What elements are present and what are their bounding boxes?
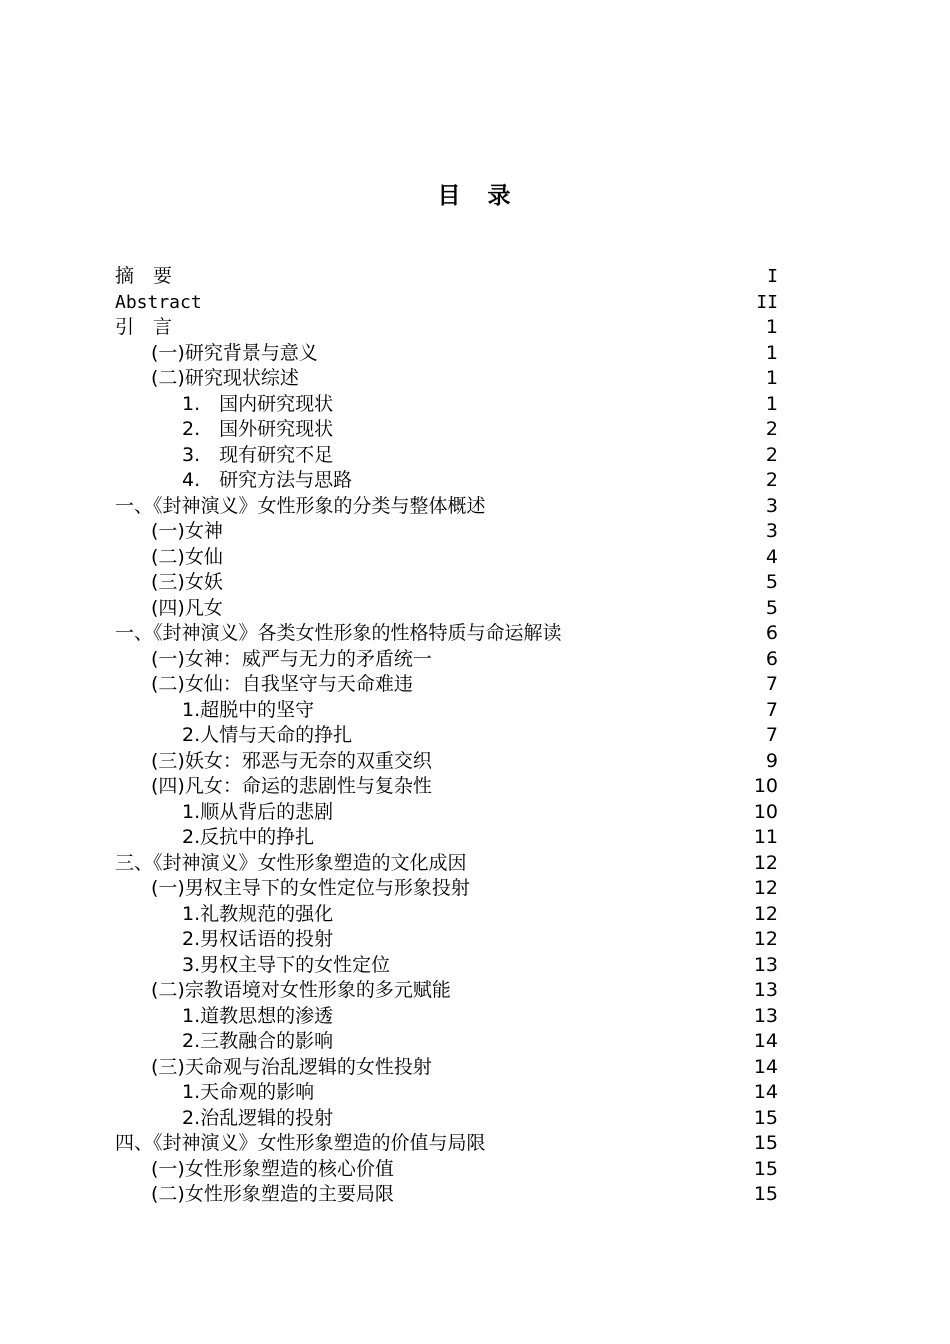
toc-entry[interactable] [115, 468, 778, 494]
toc-entry[interactable] [115, 825, 778, 851]
toc-entry-page-number: 2 [765, 443, 778, 466]
toc-entry-page-number: 5 [765, 596, 778, 619]
toc-entry-label: 3. 现有研究不足 [182, 443, 334, 466]
toc-entry-label: 2.男权话语的投射 [182, 928, 334, 950]
toc-entry[interactable] [115, 672, 778, 698]
toc-entry-page-number: 1 [765, 316, 778, 338]
toc-entry-page-number: 5 [765, 571, 778, 593]
toc-entry-label: (二)女仙：自我坚守与天命难违 [151, 673, 413, 695]
toc-entry-page-number: 14 [753, 1055, 778, 1078]
toc-entry[interactable] [115, 417, 778, 443]
toc-entry-page-number: II [756, 291, 778, 313]
toc-entry[interactable] [115, 698, 778, 724]
toc-entry[interactable] [115, 315, 778, 341]
toc-entry-label: 2. 国外研究现状 [182, 418, 334, 440]
toc-entry[interactable] [115, 902, 778, 928]
toc-entry-page-number: 1 [765, 341, 778, 364]
toc-entry-label: 三、《封神演义》女性形象塑造的文化成因 [115, 851, 467, 874]
toc-entry[interactable] [115, 851, 778, 877]
toc-entry[interactable] [115, 570, 778, 596]
toc-entry-label: 2.治乱逻辑的投射 [182, 1106, 334, 1129]
toc-entry-page-number: 14 [753, 1081, 778, 1103]
toc-entry-label: 1.礼教规范的强化 [182, 902, 334, 925]
toc-entry[interactable] [115, 1131, 778, 1157]
toc-entry-page-number: 6 [765, 622, 778, 644]
toc-entry-page-number: 9 [765, 749, 778, 772]
toc-entry-page-number: 15 [753, 1183, 778, 1205]
toc-entry[interactable] [115, 1182, 778, 1208]
toc-entry-page-number: 2 [765, 469, 778, 491]
toc-entry-page-number: 12 [753, 902, 778, 925]
toc-entry[interactable] [115, 264, 778, 290]
toc-title: 目 录 [437, 183, 513, 209]
toc-entry-label: 2.人情与天命的挣扎 [182, 724, 353, 746]
toc-entry-page-number: 4 [765, 545, 778, 568]
toc-entry-page-number: 3 [765, 520, 778, 542]
toc-entry-page-number: 12 [753, 851, 778, 874]
toc-entry-page-number: 12 [753, 928, 778, 950]
toc-entry-label: (三)妖女：邪恶与无奈的双重交织 [151, 749, 432, 772]
toc-entry-label: (四)凡女 [151, 596, 223, 619]
toc-entry-page-number: 7 [765, 698, 778, 721]
toc-entry-label: (二)研究现状综述 [151, 367, 299, 389]
toc-entry-label: (二)宗教语境对女性形象的多元赋能 [151, 979, 451, 1001]
toc-entry[interactable] [115, 494, 778, 520]
toc-entry-page-number: 1 [765, 367, 778, 389]
toc-entry-label: 引 言 [115, 316, 173, 338]
toc-entry[interactable] [115, 723, 778, 749]
toc-entry-page-number: 11 [753, 826, 778, 848]
toc-entry-label: (四)凡女：命运的悲剧性与复杂性 [151, 775, 432, 797]
toc-entry-label: 一、《封神演义》女性形象的分类与整体概述 [115, 494, 486, 517]
toc-entry-page-number: 13 [753, 1004, 778, 1027]
toc-entry[interactable] [115, 1157, 778, 1183]
toc-entry-label: 1.天命观的影响 [182, 1081, 315, 1103]
toc-entry[interactable] [115, 392, 778, 418]
toc-entry-page-number: 7 [765, 724, 778, 746]
toc-entry[interactable] [115, 545, 778, 571]
toc-entry-page-number: 1 [765, 392, 778, 415]
toc-entry-label: (一)女神 [151, 520, 223, 542]
toc-entry-page-number: 14 [753, 1030, 778, 1052]
toc-entry-label: 1.超脱中的坚守 [182, 698, 315, 721]
toc-entry-label: Abstract [115, 291, 202, 313]
toc-entry[interactable] [115, 774, 778, 800]
toc-entry[interactable] [115, 978, 778, 1004]
toc-entry[interactable] [115, 647, 778, 673]
toc-entry[interactable] [115, 1004, 778, 1030]
toc-entry[interactable] [115, 519, 778, 545]
toc-entry-page-number: I [767, 266, 778, 287]
toc-entry-label: (二)女仙 [151, 545, 223, 568]
toc-entry-page-number: 2 [765, 418, 778, 440]
toc-entry-page-number: 10 [753, 800, 778, 823]
toc-entry-page-number: 15 [753, 1106, 778, 1129]
toc-entry[interactable] [115, 443, 778, 469]
toc-entry[interactable] [115, 366, 778, 392]
toc-entry-label: 2.三教融合的影响 [182, 1030, 334, 1052]
toc-entry[interactable] [115, 800, 778, 826]
toc-entry-label: 4. 研究方法与思路 [182, 469, 353, 491]
toc-entry[interactable] [115, 596, 778, 622]
toc-entry-label: (三)女妖 [151, 571, 223, 593]
toc-entry-page-number: 15 [753, 1132, 778, 1154]
toc-entry-label: (二)女性形象塑造的主要局限 [151, 1183, 394, 1205]
toc-entry-label: 1.道教思想的渗透 [182, 1004, 334, 1027]
toc-entry[interactable] [115, 876, 778, 902]
toc-entry[interactable] [115, 290, 778, 316]
toc-entry-label: (一)女性形象塑造的核心价值 [151, 1157, 394, 1180]
toc-entry[interactable] [115, 953, 778, 979]
toc-entry-page-number: 13 [753, 953, 778, 976]
toc-entry-label: (一)男权主导下的女性定位与形象投射 [151, 877, 470, 899]
toc-entry-label: (一)女神：威严与无力的矛盾统一 [151, 647, 432, 670]
toc-entry[interactable] [115, 749, 778, 775]
toc-entry-page-number: 12 [753, 877, 778, 899]
toc-entry-label: 摘 要 [115, 265, 173, 287]
toc-entry[interactable] [115, 1106, 778, 1132]
toc-entry-label: 2.反抗中的挣扎 [182, 826, 315, 848]
toc-entry-label: 1.顺从背后的悲剧 [182, 800, 334, 823]
toc-entry-page-number: 3 [765, 494, 778, 517]
toc-entry[interactable] [115, 621, 778, 647]
toc-entry[interactable] [115, 1080, 778, 1106]
toc-entry-page-number: 10 [753, 775, 778, 797]
toc-entry-page-number: 13 [753, 979, 778, 1001]
toc-entry-label: (一)研究背景与意义 [151, 341, 318, 364]
toc-entry-page-number: 7 [765, 673, 778, 695]
toc-entry[interactable] [115, 1029, 778, 1055]
toc-entry[interactable] [115, 341, 778, 367]
toc-entry-label: (三)天命观与治乱逻辑的女性投射 [151, 1055, 432, 1078]
toc-entry-label: 1. 国内研究现状 [182, 392, 334, 415]
toc-entry-label: 四、《封神演义》女性形象塑造的价值与局限 [115, 1132, 486, 1154]
toc-entry-page-number: 6 [765, 647, 778, 670]
toc-entry-label: 3.男权主导下的女性定位 [182, 953, 391, 976]
toc-entry[interactable] [115, 1055, 778, 1081]
toc-entry-page-number: 15 [753, 1157, 778, 1180]
toc-entry-label: 一、《封神演义》各类女性形象的性格特质与命运解读 [115, 622, 562, 644]
toc-list [115, 264, 778, 1208]
toc-entry[interactable] [115, 927, 778, 953]
